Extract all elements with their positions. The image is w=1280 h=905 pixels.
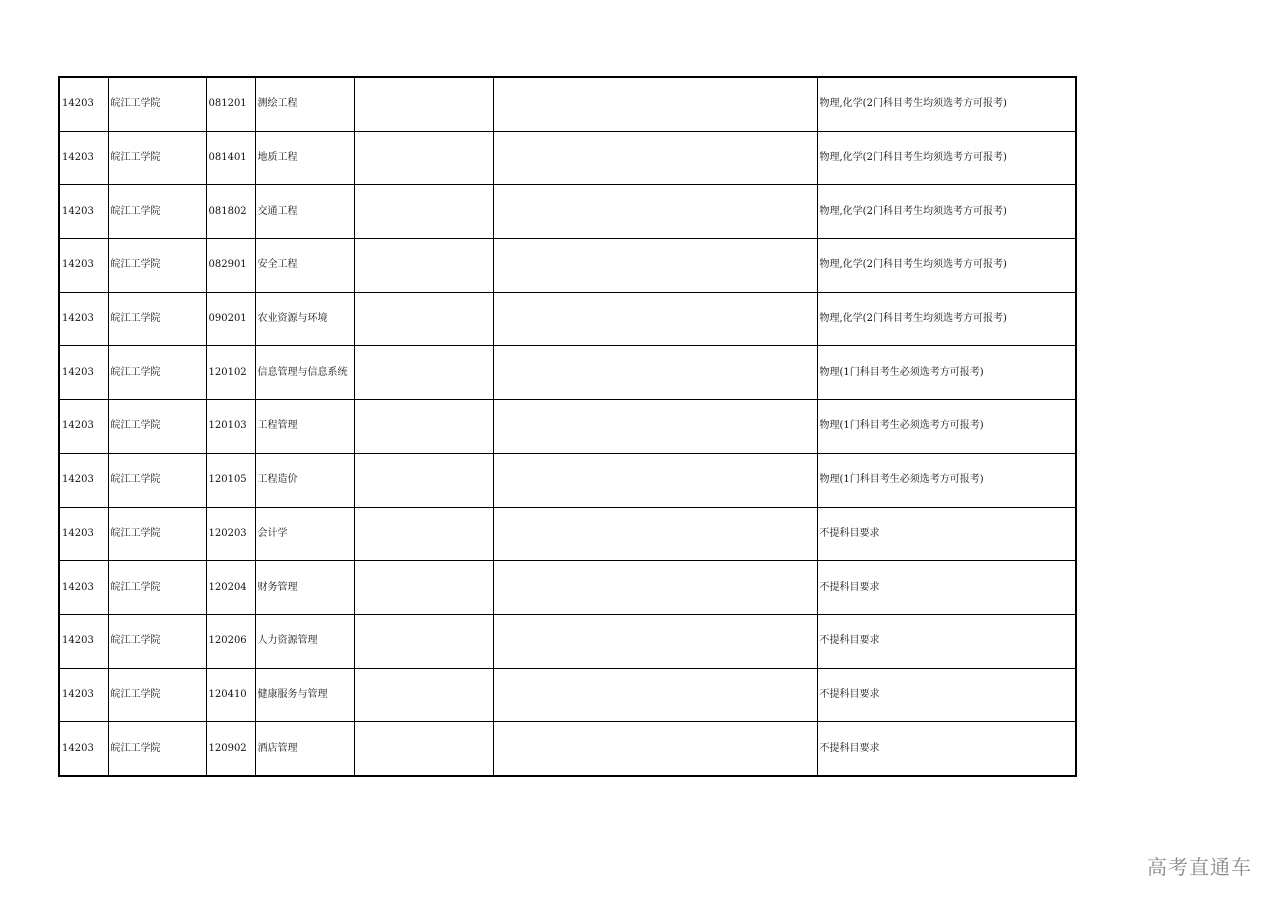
cell-subject-requirement: 物理,化学(2门科目考生均须选考方可报考) <box>817 292 1076 346</box>
cell-school-name: 皖江工学院 <box>108 292 206 346</box>
cell-major-name: 信息管理与信息系统 <box>255 346 354 400</box>
cell-blank-b <box>493 453 817 507</box>
table-row <box>59 507 1076 561</box>
cell-major-name: 健康服务与管理 <box>255 668 354 722</box>
cell-blank-b <box>493 400 817 454</box>
cell-subject-requirement: 不提科目要求 <box>817 507 1076 561</box>
cell-school-name: 皖江工学院 <box>108 185 206 239</box>
cell-major-name: 交通工程 <box>255 185 354 239</box>
cell-subject-requirement: 物理(1门科目考生必须选考方可报考) <box>817 400 1076 454</box>
cell-school-name: 皖江工学院 <box>108 722 206 776</box>
cell-blank-a <box>354 77 493 131</box>
cell-school-code: 14203 <box>59 722 108 776</box>
cell-major-name: 酒店管理 <box>255 722 354 776</box>
cell-blank-a <box>354 239 493 293</box>
cell-blank-a <box>354 668 493 722</box>
table-row <box>59 346 1076 400</box>
cell-school-code: 14203 <box>59 292 108 346</box>
cell-blank-a <box>354 400 493 454</box>
cell-school-name: 皖江工学院 <box>108 453 206 507</box>
cell-major-code: 120105 <box>206 453 255 507</box>
cell-school-code: 14203 <box>59 77 108 131</box>
cell-school-name: 皖江工学院 <box>108 668 206 722</box>
cell-school-code: 14203 <box>59 561 108 615</box>
cell-subject-requirement: 物理,化学(2门科目考生均须选考方可报考) <box>817 77 1076 131</box>
cell-major-code: 081802 <box>206 185 255 239</box>
cell-subject-requirement: 物理,化学(2门科目考生均须选考方可报考) <box>817 131 1076 185</box>
cell-major-name: 测绘工程 <box>255 77 354 131</box>
cell-blank-a <box>354 292 493 346</box>
table-row <box>59 77 1076 131</box>
cell-blank-b <box>493 722 817 776</box>
cell-major-code: 120103 <box>206 400 255 454</box>
cell-school-code: 14203 <box>59 185 108 239</box>
subject-requirements-table <box>58 76 1077 777</box>
cell-school-code: 14203 <box>59 507 108 561</box>
cell-subject-requirement: 不提科目要求 <box>817 722 1076 776</box>
cell-school-name: 皖江工学院 <box>108 239 206 293</box>
watermark-text: 高考直通车 <box>1147 855 1252 879</box>
cell-major-code: 120410 <box>206 668 255 722</box>
cell-blank-b <box>493 239 817 293</box>
cell-major-code: 120203 <box>206 507 255 561</box>
cell-school-code: 14203 <box>59 614 108 668</box>
table-row <box>59 561 1076 615</box>
cell-major-code: 082901 <box>206 239 255 293</box>
table-body <box>59 77 1076 776</box>
cell-school-name: 皖江工学院 <box>108 346 206 400</box>
table-row <box>59 239 1076 293</box>
cell-major-name: 安全工程 <box>255 239 354 293</box>
cell-blank-a <box>354 561 493 615</box>
cell-blank-b <box>493 292 817 346</box>
cell-major-code: 120102 <box>206 346 255 400</box>
table-row <box>59 668 1076 722</box>
cell-subject-requirement: 不提科目要求 <box>817 561 1076 615</box>
cell-blank-b <box>493 668 817 722</box>
cell-blank-b <box>493 561 817 615</box>
cell-blank-b <box>493 131 817 185</box>
cell-blank-a <box>354 507 493 561</box>
table-row <box>59 131 1076 185</box>
cell-blank-b <box>493 507 817 561</box>
cell-blank-a <box>354 131 493 185</box>
cell-school-name: 皖江工学院 <box>108 131 206 185</box>
cell-blank-a <box>354 346 493 400</box>
cell-blank-a <box>354 185 493 239</box>
cell-blank-b <box>493 185 817 239</box>
cell-subject-requirement: 不提科目要求 <box>817 614 1076 668</box>
table-row <box>59 292 1076 346</box>
cell-major-name: 会计学 <box>255 507 354 561</box>
cell-major-code: 090201 <box>206 292 255 346</box>
cell-school-name: 皖江工学院 <box>108 400 206 454</box>
cell-school-name: 皖江工学院 <box>108 77 206 131</box>
cell-major-name: 农业资源与环境 <box>255 292 354 346</box>
cell-school-name: 皖江工学院 <box>108 614 206 668</box>
table-row <box>59 614 1076 668</box>
cell-major-code: 120206 <box>206 614 255 668</box>
table-row <box>59 722 1076 776</box>
cell-major-code: 081201 <box>206 77 255 131</box>
table-row <box>59 185 1076 239</box>
cell-major-name: 地质工程 <box>255 131 354 185</box>
cell-blank-a <box>354 722 493 776</box>
cell-blank-a <box>354 453 493 507</box>
cell-subject-requirement: 不提科目要求 <box>817 668 1076 722</box>
cell-subject-requirement: 物理,化学(2门科目考生均须选考方可报考) <box>817 239 1076 293</box>
cell-blank-b <box>493 77 817 131</box>
cell-major-code: 120204 <box>206 561 255 615</box>
cell-major-name: 人力资源管理 <box>255 614 354 668</box>
cell-major-code: 120902 <box>206 722 255 776</box>
table-row <box>59 400 1076 454</box>
cell-school-code: 14203 <box>59 131 108 185</box>
cell-school-name: 皖江工学院 <box>108 507 206 561</box>
cell-school-code: 14203 <box>59 400 108 454</box>
cell-subject-requirement: 物理(1门科目考生必须选考方可报考) <box>817 346 1076 400</box>
cell-major-name: 工程管理 <box>255 400 354 454</box>
cell-major-name: 工程造价 <box>255 453 354 507</box>
cell-school-code: 14203 <box>59 453 108 507</box>
table-row <box>59 453 1076 507</box>
cell-school-code: 14203 <box>59 668 108 722</box>
cell-blank-a <box>354 614 493 668</box>
cell-school-code: 14203 <box>59 239 108 293</box>
cell-blank-b <box>493 346 817 400</box>
cell-blank-b <box>493 614 817 668</box>
cell-subject-requirement: 物理(1门科目考生必须选考方可报考) <box>817 453 1076 507</box>
cell-school-name: 皖江工学院 <box>108 561 206 615</box>
cell-major-code: 081401 <box>206 131 255 185</box>
cell-subject-requirement: 物理,化学(2门科目考生均须选考方可报考) <box>817 185 1076 239</box>
cell-school-code: 14203 <box>59 346 108 400</box>
cell-major-name: 财务管理 <box>255 561 354 615</box>
